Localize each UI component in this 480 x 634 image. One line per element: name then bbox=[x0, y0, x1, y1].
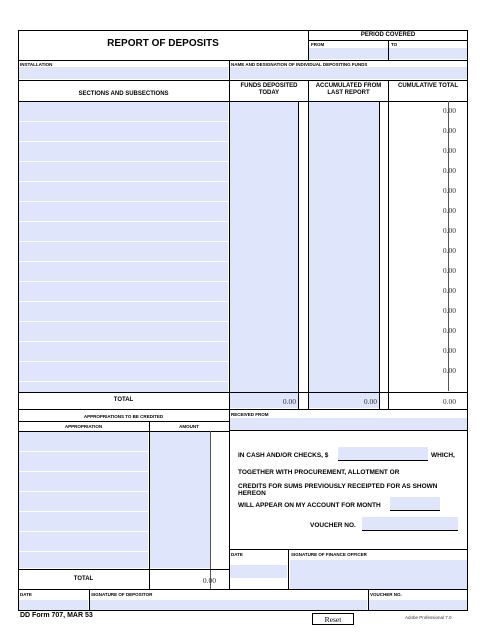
cumulative-value: 0.00 bbox=[442, 126, 456, 135]
installation-field[interactable] bbox=[19, 67, 228, 79]
cumulative-value: 0.00 bbox=[442, 326, 456, 335]
officer-signature-field[interactable] bbox=[290, 560, 467, 590]
depositor-date-label: DATE bbox=[20, 592, 32, 597]
cumulative-value: 0.00 bbox=[442, 106, 456, 115]
installation-label: INSTALLATION bbox=[20, 62, 53, 67]
will-appear-label: WILL APPEAR ON MY ACCOUNT FOR MONTH bbox=[238, 502, 381, 509]
depositor-signature-label: SIGNATURE OF DEPOSITOR bbox=[91, 592, 153, 597]
cumulative-value: 0.00 bbox=[442, 286, 456, 295]
depositor-date-field[interactable] bbox=[19, 600, 88, 610]
depositor-name-label: NAME AND DESIGNATION OF INDIVIDUAL DEPOSITING FUNDS bbox=[231, 62, 368, 67]
month-field[interactable] bbox=[390, 497, 440, 510]
cumulative-value: 0.00 bbox=[442, 246, 456, 255]
cumulative-value: 0.00 bbox=[442, 366, 456, 375]
officer-signature-label: SIGNATURE OF FINANCE OFFICER bbox=[291, 552, 367, 557]
funds-header: FUNDS DEPOSITED TODAY bbox=[240, 83, 298, 96]
form-title: REPORT OF DEPOSITS bbox=[107, 38, 219, 49]
from-label: FROM bbox=[311, 42, 325, 47]
credits-label: CREDITS FOR SUMS PREVIOUSLY RECEIPTED FOR AS SHOWN HEREON bbox=[238, 483, 438, 497]
accumulated-area[interactable] bbox=[309, 102, 379, 392]
sections-header: SECTIONS AND SUBSECTIONS bbox=[78, 91, 169, 97]
amount-area[interactable] bbox=[150, 432, 210, 568]
to-label: TO bbox=[391, 42, 398, 47]
which-label: WHICH, bbox=[431, 452, 455, 459]
cumulative-value: 0.00 bbox=[442, 226, 456, 235]
received-from-label: RECEIVED FROM bbox=[231, 412, 269, 417]
appropriations-total-label: TOTAL bbox=[73, 576, 94, 582]
accumulated-header: ACCUMULATED FROM LAST REPORT bbox=[315, 83, 382, 96]
appropriation-col-header: APPROPRIATION bbox=[64, 424, 103, 429]
cash-amount-field[interactable] bbox=[338, 447, 428, 460]
voucher-label: VOUCHER NO. bbox=[310, 522, 356, 529]
appropriations-title: APPROPRIATIONS TO BE CREDITED bbox=[83, 414, 164, 419]
cumulative-value: 0.00 bbox=[442, 166, 456, 175]
from-field[interactable] bbox=[309, 48, 388, 59]
total-label: TOTAL bbox=[113, 397, 134, 403]
cumulative-header: CUMULATIVE TOTAL bbox=[398, 83, 458, 89]
period-covered-label: PERIOD COVERED bbox=[360, 32, 416, 38]
cumulative-value: 0.00 bbox=[442, 146, 456, 155]
depositor-signature-field[interactable] bbox=[90, 600, 367, 610]
together-label: TOGETHER WITH PROCUREMENT, ALLOTMENT OR bbox=[238, 469, 400, 476]
cumulative-total: 0.00 bbox=[442, 397, 456, 406]
form-id: DD Form 707, MAR 53 bbox=[20, 612, 93, 619]
software-label: Adobe Professional 7.0 bbox=[405, 615, 452, 620]
cumulative-value: 0.00 bbox=[442, 206, 456, 215]
depositor-voucher-label: VOUCHER NO. bbox=[370, 592, 402, 597]
accumulated-total: 0.00 bbox=[363, 397, 377, 406]
cash-label: IN CASH AND/OR CHECKS, $ bbox=[238, 452, 329, 459]
depositor-name-field[interactable] bbox=[230, 67, 467, 79]
cumulative-value: 0.00 bbox=[442, 306, 456, 315]
cumulative-value: 0.00 bbox=[442, 186, 456, 195]
officer-date-label: DATE bbox=[231, 552, 243, 557]
reset-button[interactable]: Reset bbox=[312, 613, 354, 625]
depositor-voucher-field[interactable] bbox=[369, 600, 467, 610]
appropriation-row-lines bbox=[19, 432, 148, 568]
amount-col-header: AMOUNT bbox=[179, 424, 199, 429]
cumulative-value: 0.00 bbox=[442, 346, 456, 355]
officer-date-field[interactable] bbox=[230, 565, 287, 578]
voucher-no-field[interactable] bbox=[362, 517, 458, 530]
funds-area[interactable] bbox=[230, 102, 298, 392]
appropriations-total-value: 0.00 bbox=[202, 576, 216, 585]
to-field[interactable] bbox=[389, 48, 467, 59]
funds-total: 0.00 bbox=[282, 397, 296, 406]
received-from-field[interactable] bbox=[230, 418, 467, 430]
cumulative-value: 0.00 bbox=[442, 266, 456, 275]
row-lines bbox=[19, 102, 228, 392]
